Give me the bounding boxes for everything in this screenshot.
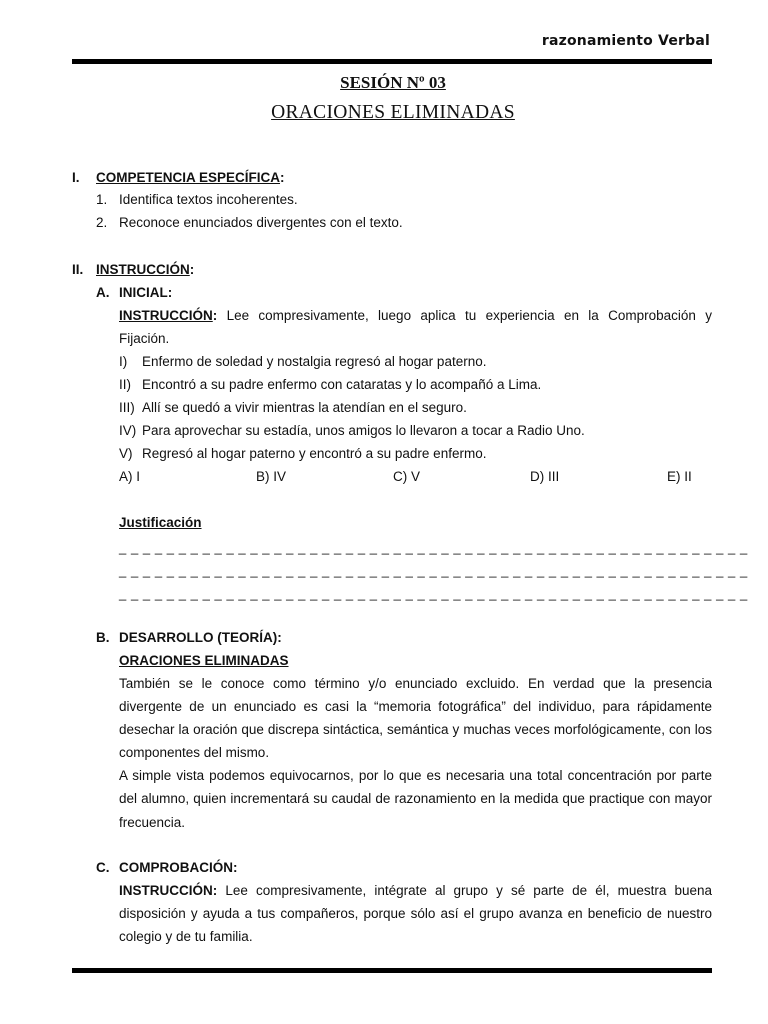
justification-line: _ _ _ _ _ _ _ _ _ _ _ _ _ _ _ _ _ _ _ _ _ _ _ _ _ _ _ _ _ _ _ _ _ _ _ _ _ _ _ _ _ _ _ _ _ _ _ _ _ _ _ _ _ [119, 540, 748, 555]
subsection-b-title: DESARROLLO (TEORÍA): [119, 630, 282, 645]
theory-subtitle: ORACIONES ELIMINADAS [119, 653, 289, 668]
section-1-number: I. [72, 170, 80, 185]
justification-label: Justificación [119, 515, 202, 530]
section-2-title: INSTRUCCIÓN [96, 262, 190, 277]
list-item: Reconoce enunciados divergentes con el texto. [119, 215, 403, 230]
subsection-c-title: COMPROBACIÓN: [119, 860, 238, 875]
statement-text: Regresó al hogar paterno y encontró a su padre enfermo. [142, 446, 487, 461]
list-item: Identifica textos incoherentes. [119, 192, 298, 207]
comprobacion-text [119, 879, 712, 948]
section-2-number: II. [72, 262, 84, 277]
session-label: SESIÓN Nº 03 [340, 73, 446, 92]
subsection-a-title: INICIAL: [119, 285, 173, 300]
header-rule [72, 59, 712, 64]
theory-paragraph-1: También se le conoce como término y/o enunciado excluido. En verdad que la presencia divergente de un enunciado es casi la “memoria fotográfica” del individuo, para rápidamente desechar la oración que discrepa sintáctica, semántica y muchas veces morfológicamente, con los componentes del mismo. [119, 676, 712, 761]
list-item-number: 1. [96, 192, 108, 207]
footer-rule [72, 968, 712, 973]
answer-option-d: D) III [530, 469, 560, 484]
instruction-line-1 [119, 308, 712, 323]
justification-line: _ _ _ _ _ _ _ _ _ _ _ _ _ _ _ _ _ _ _ _ _ _ _ _ _ _ _ _ _ _ _ _ _ _ _ _ _ _ _ _ _ _ _ _ _ _ _ _ _ _ _ _ _ [119, 586, 748, 601]
statement-text: Encontró a su padre enfermo con cataratas y lo acompañó a Lima. [142, 377, 542, 392]
subsection-a-letter: A. [96, 285, 110, 300]
theory-paragraph-2: A simple vista podemos equivocarnos, por lo que es necesaria una total concentración por parte del alumno, quien incrementará su caudal de razonamiento en la medida que practique con mayor frecuencia. [119, 768, 712, 830]
statement-text: Para aprovechar su estadía, unos amigos lo llevaron a tocar a Radio Uno. [142, 423, 585, 438]
section-1-title: COMPETENCIA ESPECÍFICA [96, 170, 281, 185]
document-header-subject: razonamiento Verbal [541, 33, 710, 49]
instruction-label: INSTRUCCIÓN [119, 308, 213, 323]
answer-option-c: C) V [393, 469, 420, 484]
subsection-c-letter: C. [96, 860, 110, 875]
comprobacion-instruction-label: INSTRUCCIÓN: [119, 883, 218, 898]
instruction-text: Lee compresivamente, luego aplica tu experiencia en la Comprobación y [226, 308, 712, 323]
statement-number: I) [119, 354, 128, 369]
statement-number: IV) [119, 423, 137, 438]
statement-number: III) [119, 400, 135, 415]
section-2-heading [96, 262, 194, 277]
comprobacion-instruction-text: Lee compresivamente, intégrate al grupo y sé parte de él, muestra buena disposición y ayuda a tus compañeros, porque sólo así el grupo avanza en beneficio de nuestro colegio y de tu familia. [119, 883, 712, 945]
statement-number: II) [119, 377, 131, 392]
section-1-heading [96, 170, 285, 185]
justification-line: _ _ _ _ _ _ _ _ _ _ _ _ _ _ _ _ _ _ _ _ _ _ _ _ _ _ _ _ _ _ _ _ _ _ _ _ _ _ _ _ _ _ _ _ _ _ _ _ _ _ _ _ _ [119, 563, 748, 578]
answer-option-a: A) I [119, 469, 141, 484]
page-title: ORACIONES ELIMINADAS [271, 102, 515, 123]
section-2-colon: : [189, 262, 195, 277]
answer-option-e: E) II [667, 469, 692, 484]
subsection-b-letter: B. [96, 630, 110, 645]
list-item-number: 2. [96, 215, 108, 230]
statement-text: Allí se quedó a vivir mientras la atendían en el seguro. [142, 400, 467, 415]
section-1-colon: : [280, 170, 285, 185]
theory-text [119, 672, 712, 834]
answer-option-b: B) IV [256, 469, 287, 484]
statement-text: Enfermo de soledad y nostalgia regresó al hogar paterno. [142, 354, 487, 369]
statement-number: V) [119, 446, 133, 461]
instruction-colon: : [212, 308, 218, 323]
instruction-line-2: Fijación. [119, 331, 170, 346]
